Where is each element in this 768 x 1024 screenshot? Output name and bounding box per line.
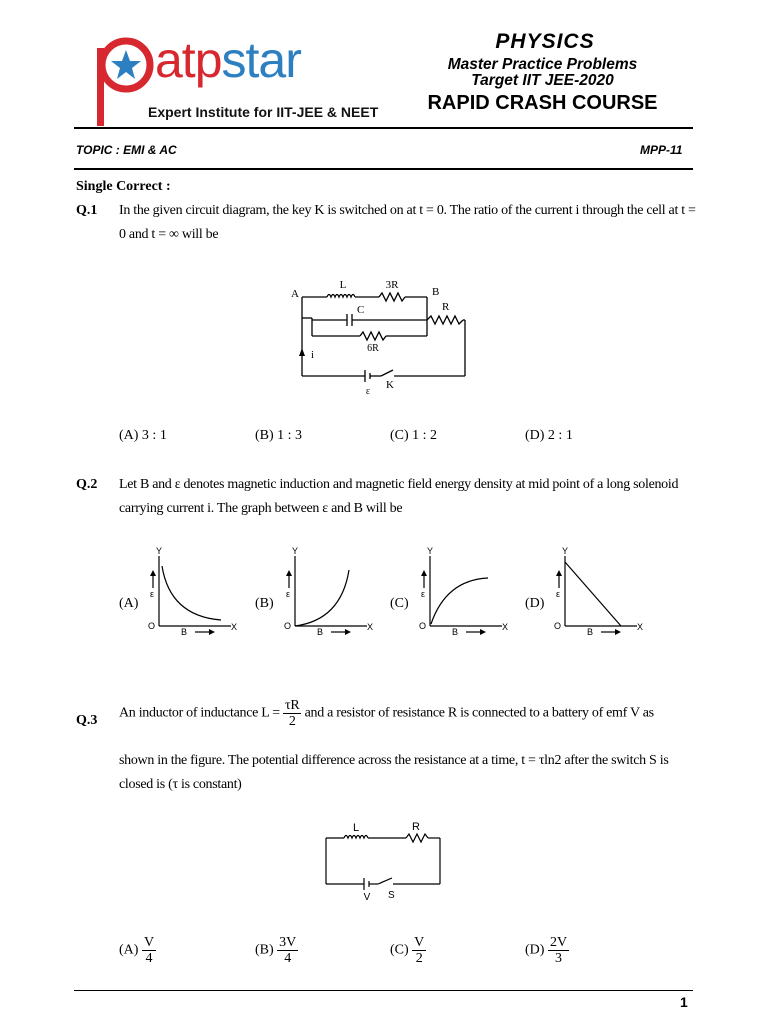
q2-option-b: (B) xyxy=(255,596,274,611)
header-divider xyxy=(74,127,693,129)
q1-option-a: (A) 3 : 1 xyxy=(119,428,167,443)
q2-option-d: (D) xyxy=(525,596,545,611)
svg-text:ε: ε xyxy=(150,589,155,599)
svg-text:X: X xyxy=(231,622,238,632)
topic-label: TOPIC : EMI & AC xyxy=(76,143,177,157)
topic-divider xyxy=(74,168,693,170)
q2-option-c: (C) xyxy=(390,596,409,611)
q2-graph-c xyxy=(416,544,516,645)
sheet-code: MPP-11 xyxy=(640,143,683,157)
q1-option-c: (C) 1 : 2 xyxy=(390,428,438,443)
inductor-label: L xyxy=(339,279,347,291)
footer-divider xyxy=(74,990,693,991)
battery-label: V xyxy=(363,892,371,903)
logo-mark xyxy=(92,30,156,135)
key-label: K xyxy=(386,379,394,391)
inductor-label: L xyxy=(352,822,360,834)
q3-circuit-diagram xyxy=(320,818,445,907)
svg-text:ε: ε xyxy=(421,589,426,599)
q1-circuit-diagram xyxy=(291,276,475,403)
resistor-label: R xyxy=(412,821,420,833)
svg-text:Y: Y xyxy=(292,546,299,556)
resistor-3r-label: 3R xyxy=(385,279,399,291)
question-number-3: Q.3 xyxy=(76,713,98,728)
svg-text:B: B xyxy=(317,627,324,637)
svg-text:B: B xyxy=(587,627,594,637)
svg-text:Y: Y xyxy=(562,546,569,556)
tagline: Expert Institute for IIT-JEE & NEET xyxy=(148,104,379,120)
inductance-fraction: $\frac{\tau R}{2}$ xyxy=(285,698,300,729)
q3-option-b: (B) $\frac{3V}{4}$ xyxy=(255,935,297,966)
resistor-6r-label: 6R xyxy=(367,343,379,354)
svg-text:ε: ε xyxy=(556,589,561,599)
question-number-1: Q.1 xyxy=(76,203,98,218)
q2-graph-a xyxy=(145,544,245,645)
resistor-r-label: R xyxy=(442,301,450,313)
header-line-2: Target IIT JEE-2020 xyxy=(471,72,614,89)
svg-text:Y: Y xyxy=(427,546,434,556)
question-text-1: In the given circuit diagram, the key K is switched on at t = 0. The ratio of the current i through the cell at t = 0 and t = ∞ will be xyxy=(119,203,696,242)
question-text-3-line2: shown in the figure. The potential difference across the resistance at a time, t = τln2 after the switch S is closed is (τ is constant) xyxy=(119,753,669,792)
q1-option-b: (B) 1 : 3 xyxy=(255,428,303,443)
current-label: i xyxy=(311,349,315,361)
cell-label: ε xyxy=(365,386,371,397)
node-a-label: A xyxy=(291,288,299,300)
svg-text:O: O xyxy=(554,621,562,631)
svg-text:Y: Y xyxy=(156,546,163,556)
svg-text:X: X xyxy=(502,622,509,632)
svg-text:O: O xyxy=(148,621,156,631)
svg-text:X: X xyxy=(637,622,644,632)
svg-text:B: B xyxy=(452,627,459,637)
question-number-2: Q.2 xyxy=(76,477,98,492)
q2-option-a: (A) xyxy=(119,596,139,611)
q3-option-d: (D) $\frac{2V}{3}$ xyxy=(525,935,568,966)
svg-text:X: X xyxy=(367,622,374,632)
question-text-2: Let B and ε denotes magnetic induction and magnetic field energy density at mid point of a long solenoid carrying current i. The graph between ε and B will be xyxy=(119,477,679,516)
subject-title: PHYSICS xyxy=(495,30,595,53)
switch-label: S xyxy=(388,890,395,901)
svg-text:ε: ε xyxy=(286,589,291,599)
page-number: 1 xyxy=(680,994,688,1010)
course-title: RAPID CRASH COURSE xyxy=(427,92,658,114)
header-line-1: Master Practice Problems xyxy=(447,56,638,73)
q1-option-d: (D) 2 : 1 xyxy=(525,428,573,443)
node-b-label: B xyxy=(432,286,440,298)
svg-text:O: O xyxy=(284,621,292,631)
logo-wordmark: atpstar xyxy=(155,32,301,88)
q2-graph-d xyxy=(551,544,651,645)
q3-option-a: (A) $\frac{V}{4}$ xyxy=(119,935,155,966)
q3-option-c: (C) $\frac{V}{2}$ xyxy=(390,935,425,966)
q2-graph-b xyxy=(281,544,381,645)
capacitor-label: C xyxy=(357,304,365,316)
question-text-3-line1: An inductor of inductance L = $\frac{\tau R}{2}$ and a resistor of resistance R is connected to a battery of emf V as xyxy=(119,698,654,729)
svg-text:O: O xyxy=(419,621,427,631)
svg-text:B: B xyxy=(181,627,188,637)
section-title: Single Correct : xyxy=(76,179,171,194)
